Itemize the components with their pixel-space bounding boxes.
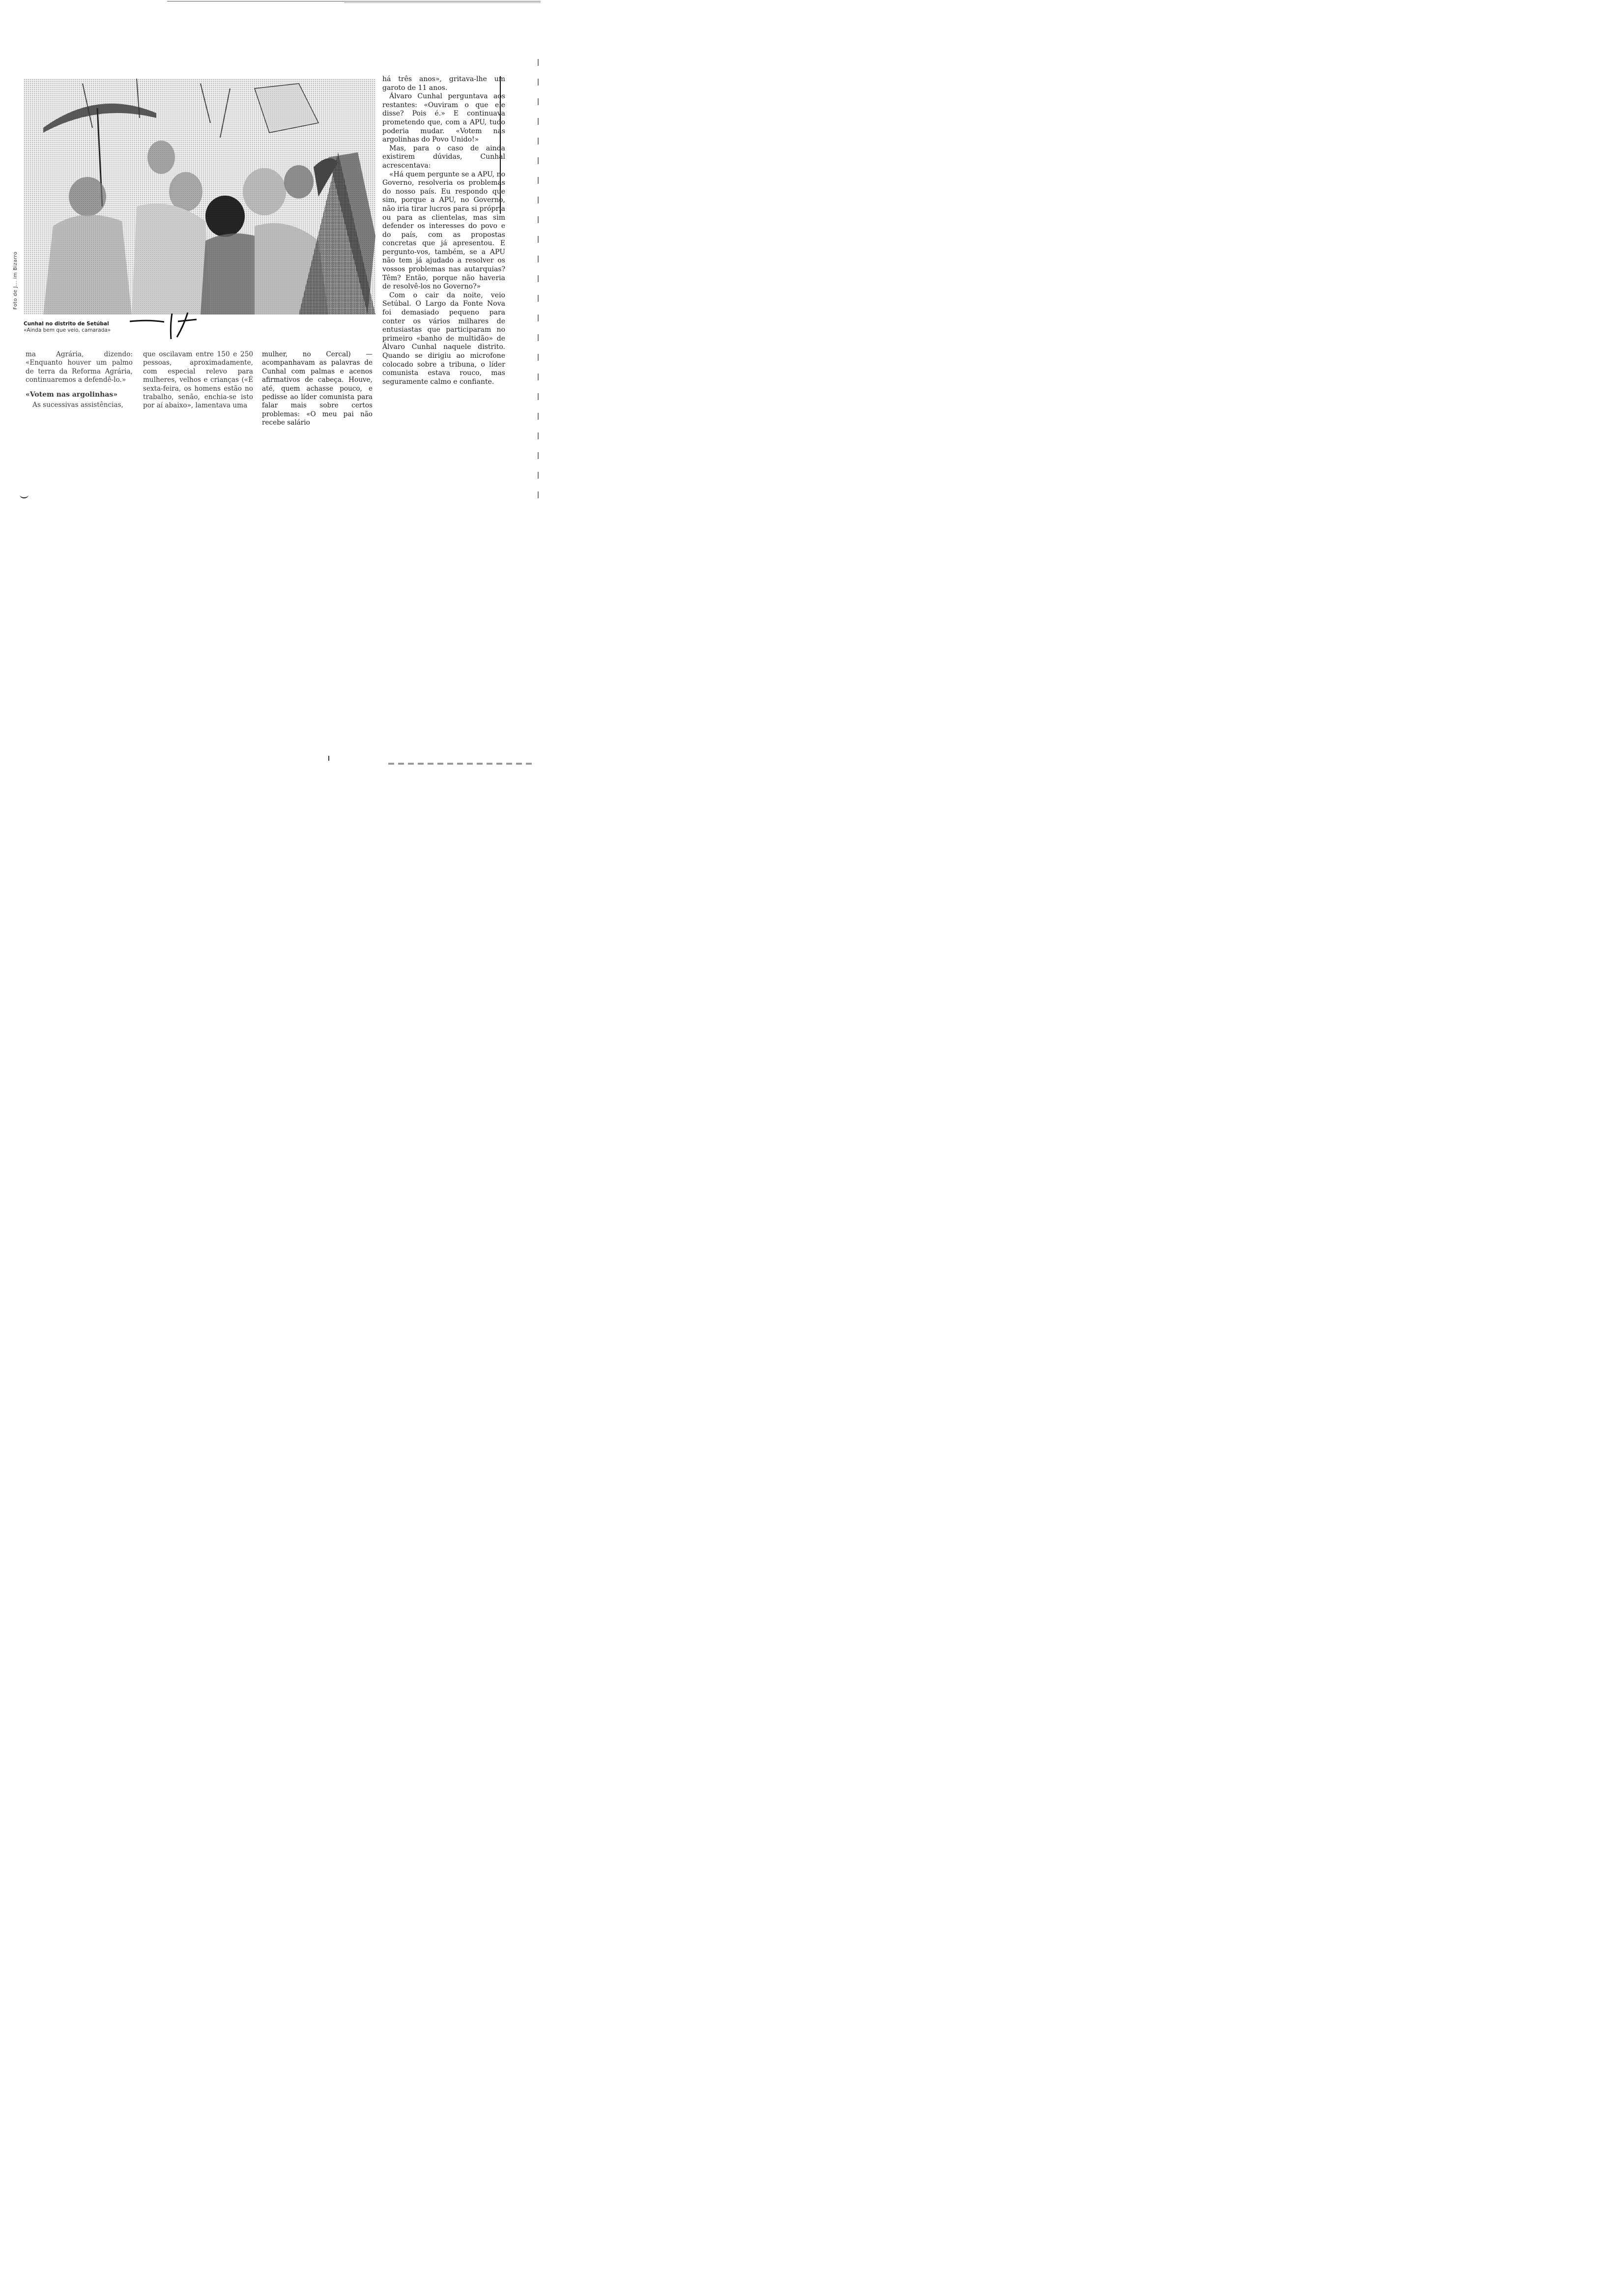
article-column-4 — [382, 75, 505, 386]
caption-line-2: «Ainda bem que veio, camarada» — [24, 327, 111, 333]
scan-top-line-secondary — [344, 2, 541, 3]
photo-credit: Foto de J... im Bizarro — [13, 251, 18, 310]
scan-bottom-tick — [328, 756, 329, 761]
photo-caption — [24, 321, 111, 334]
handwritten-mark-drawing — [129, 311, 202, 340]
caption-line-1: Cunhal no distrito de Setúbal — [24, 321, 109, 327]
column-4-paragraph-4: «Há quem pergunte se a APU, no Governo, resolveria os problemas do nosso país. Eu respondo que sim, porque a APU, no Governo, não iria tirar lucros para si própria ou para as clientelas, mas sim defender os interesses do povo e do país, com as propostas concretas que já apresentou. E pergunto-vos, também, se a APU não tem já ajudado a resolver os vossos problemas nas autarquias? Têm? Então, porque não haveria de resolvê-los no Governo?» — [382, 170, 505, 291]
column-4-paragraph-5: Com o cair da noite, veio Setúbal. O Largo da Fonte Nova foi demasiado pequeno para conter os vários milhares de entusiastas que participaram no primeiro «banho de multidão» de Álvaro Cunhal naquele distrito. Quando se dirigiu ao microfone colocado sobre a tribuna, o líder comunista estava rouco, mas seguramente calmo e confiante. — [382, 291, 505, 386]
article-subheading: «Votem nas argolinhas» — [26, 390, 118, 399]
scan-bottom-noise — [388, 763, 536, 765]
scan-edge-mark — [20, 491, 29, 498]
news-photo — [24, 79, 375, 315]
column-1-paragraph-2: As sucessivas assistências, — [32, 401, 123, 409]
column-2-paragraph-1: que oscilavam entre 150 e 250 pessoas, aproximadamente, com especial relevo para mulheres, velhos e crianças («É sexta-feira, os homens estão no trabalho, senão, enchia-se isto por aí abaixo», lamentava uma — [143, 350, 253, 410]
column-4-paragraph-2: Álvaro Cunhal perguntava aos restantes: «Ouviram o que ele disse? Pois é.» E continuava prometendo que, com a APU, tudo poderia mudar. «Votem nas argolinhas do Povo Unido!» — [382, 92, 505, 144]
column-1-paragraph-1: ma Agrária, dizendo: «Enquanto houver um palmo de terra da Reforma Agrária, continuaremos a defendê-lo.» — [26, 350, 133, 384]
article-column-1 — [26, 350, 133, 409]
crowd-photo-illustration — [24, 79, 375, 315]
column-3-paragraph-1: mulher, no Cercal) — acompanhavam as palavras de Cunhal com palmas e acenos afirmativos de cabeça. Houve, até, quem achasse pouco, e pedisse ao líder comunista para falar mais sobre certos problemas: «O meu pai não recebe salário — [262, 350, 373, 427]
column-4-paragraph-1: há três anos», gritava-lhe um garoto de 11 anos. — [382, 75, 505, 92]
article-column-2 — [143, 350, 253, 410]
scan-right-margin-marks — [538, 59, 539, 501]
article-column-3 — [262, 350, 373, 428]
handwritten-mark — [129, 311, 202, 342]
column-4-paragraph-3: Mas, para o caso de ainda existirem dúvidas, Cunhal acrescentava: — [382, 144, 505, 170]
